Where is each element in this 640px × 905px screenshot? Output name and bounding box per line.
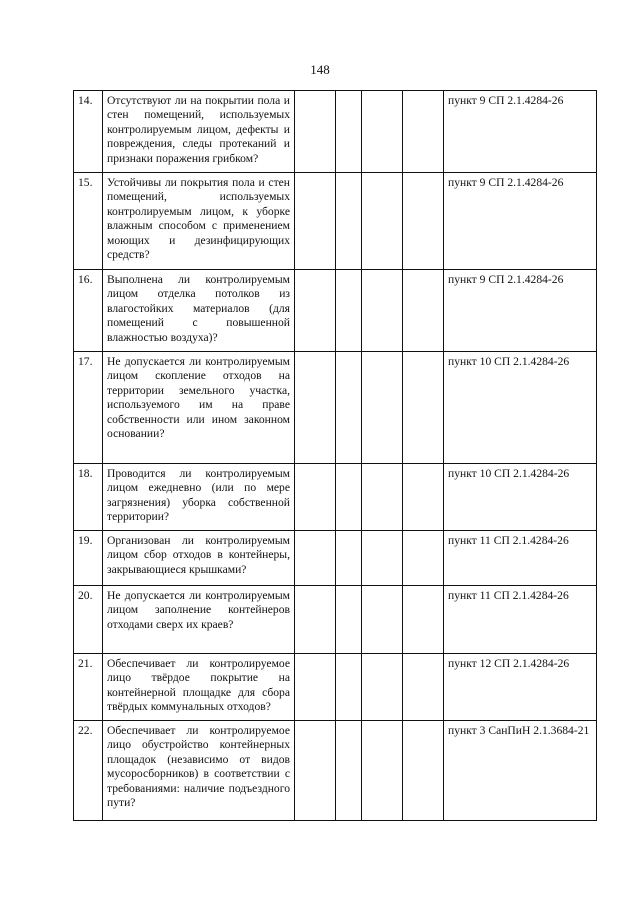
answer-cell-no: [336, 654, 362, 721]
row-number: 17.: [74, 352, 103, 464]
row-reference: пункт 12 СП 2.1.4284-26: [444, 654, 597, 721]
row-reference: пункт 9 СП 2.1.4284-26: [444, 91, 597, 173]
answer-cell-na: [362, 173, 403, 270]
row-number: 21.: [74, 654, 103, 721]
row-reference: пункт 3 СанПиН 2.1.3684-21: [444, 721, 597, 821]
table-row: [74, 464, 597, 531]
page-number: 148: [310, 62, 330, 77]
row-question: Выполнена ли контролируемым лицом отделка потолков из влагостойких материалов (для помещений с повышенной влажностью воздуха)?: [103, 270, 295, 352]
row-number: 19.: [74, 531, 103, 586]
row-number: 22.: [74, 721, 103, 821]
answer-cell-note: [403, 270, 444, 352]
answer-cell-na: [362, 721, 403, 821]
answer-cell-no: [336, 586, 362, 654]
table-row: [74, 270, 597, 352]
answer-cell-note: [403, 352, 444, 464]
row-reference: пункт 11 СП 2.1.4284-26: [444, 531, 597, 586]
answer-cell-yes: [295, 531, 336, 586]
table-row: [74, 91, 597, 173]
row-reference: пункт 9 СП 2.1.4284-26: [444, 173, 597, 270]
row-question: Организован ли контролируемым лицом сбор отходов в контейнеры, закрывающиеся крышками?: [103, 531, 295, 586]
answer-cell-note: [403, 586, 444, 654]
answer-cell-na: [362, 464, 403, 531]
table-row: [74, 586, 597, 654]
answer-cell-yes: [295, 270, 336, 352]
row-number: 14.: [74, 91, 103, 173]
table-row: [74, 654, 597, 721]
answer-cell-no: [336, 91, 362, 173]
row-reference: пункт 10 СП 2.1.4284-26: [444, 464, 597, 531]
answer-cell-na: [362, 352, 403, 464]
answer-cell-no: [336, 531, 362, 586]
answer-cell-na: [362, 654, 403, 721]
answer-cell-note: [403, 91, 444, 173]
row-reference: пункт 10 СП 2.1.4284-26: [444, 352, 597, 464]
answer-cell-yes: [295, 91, 336, 173]
answer-cell-na: [362, 270, 403, 352]
row-question: Отсутствуют ли на покрытии пола и стен помещений, используемых контролируемым лицом, дефекты и повреждения, следы протеканий и признаки поражения грибком?: [103, 91, 295, 173]
answer-cell-yes: [295, 721, 336, 821]
row-number: 15.: [74, 173, 103, 270]
answer-cell-no: [336, 464, 362, 531]
checklist-table: [73, 90, 597, 821]
answer-cell-note: [403, 464, 444, 531]
table-row: [74, 352, 597, 464]
answer-cell-no: [336, 173, 362, 270]
answer-cell-na: [362, 91, 403, 173]
row-question: Обеспечивает ли контролируемое лицо твёрдое покрытие на контейнерной площадке для сбора твёрдых коммунальных отходов?: [103, 654, 295, 721]
row-question: Устойчивы ли покрытия пола и стен помещений, используемых контролируемым лицом, к уборке влажным способом с применением моющих и дезинфицирующих средств?: [103, 173, 295, 270]
answer-cell-yes: [295, 464, 336, 531]
row-question: Не допускается ли контролируемым лицом скопление отходов на территории земельного участка, используемого им на праве собственности или ином законном основании?: [103, 352, 295, 464]
table-row: [74, 721, 597, 821]
answer-cell-yes: [295, 352, 336, 464]
row-reference: пункт 9 СП 2.1.4284-26: [444, 270, 597, 352]
answer-cell-no: [336, 352, 362, 464]
answer-cell-no: [336, 270, 362, 352]
row-number: 18.: [74, 464, 103, 531]
answer-cell-yes: [295, 586, 336, 654]
answer-cell-na: [362, 586, 403, 654]
table-row: [74, 531, 597, 586]
row-number: 16.: [74, 270, 103, 352]
row-number: 20.: [74, 586, 103, 654]
row-reference: пункт 11 СП 2.1.4284-26: [444, 586, 597, 654]
answer-cell-no: [336, 721, 362, 821]
row-question: Обеспечивает ли контролируемое лицо обустройство контейнерных площадок (независимо от видов мусоросборников) в соответствии с требованиями: наличие подъездного пути?: [103, 721, 295, 821]
table-row: [74, 173, 597, 270]
answer-cell-yes: [295, 173, 336, 270]
answer-cell-note: [403, 721, 444, 821]
answer-cell-note: [403, 654, 444, 721]
answer-cell-na: [362, 531, 403, 586]
answer-cell-note: [403, 173, 444, 270]
answer-cell-note: [403, 531, 444, 586]
row-question: Проводится ли контролируемым лицом ежедневно (или по мере загрязнения) уборка собственной территории?: [103, 464, 295, 531]
answer-cell-yes: [295, 654, 336, 721]
row-question: Не допускается ли контролируемым лицом заполнение контейнеров отходами сверх их краев?: [103, 586, 295, 654]
